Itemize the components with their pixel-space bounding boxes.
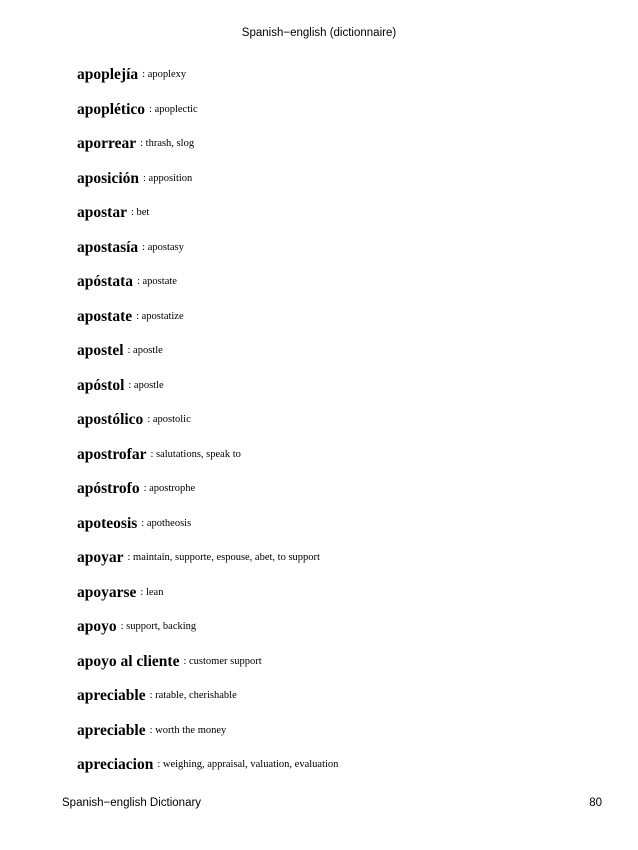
list-item [77,716,617,751]
list-item [77,681,617,716]
entry-definition: : apotheosis [141,517,192,529]
entry-term: apoyo [77,618,117,635]
entry-definition: : apostasy [142,241,184,253]
list-item [77,647,617,682]
page-footer [62,797,602,809]
entry-definition: : apostle [127,345,163,356]
entry-definition: : apostatize [136,310,184,322]
list-item [77,129,617,164]
entry-term: aporrear [77,135,137,152]
entry-list [77,60,617,785]
entry-term: apostel [77,342,124,359]
entry-definition: : maintain, supporte, espouse, abet, to support [127,552,320,563]
entry-term: apreciable [77,687,146,704]
entry-definition: : apostolic [147,414,191,425]
entry-term: apoyarse [77,583,137,601]
entry-term: apoplético [77,100,146,118]
entry-term: apostar [77,204,127,221]
entry-definition: : lean [140,586,164,598]
entry-term: apostasía [77,238,139,256]
entry-definition: : worth the money [149,724,227,736]
entry-term: apostate [77,307,133,325]
entry-term: apostrofar [77,445,147,463]
entry-term: apóstata [77,273,133,290]
entry-definition: : ratable, cherishable [149,690,237,701]
entry-term: apreciacion [77,756,154,773]
list-item [77,371,617,406]
entry-term: apoplejía [77,66,139,83]
entry-definition: : thrash, slog [140,138,195,149]
list-item [77,543,617,578]
page-header: Spanish−english (dictionnaire) [241,27,397,39]
list-item [77,233,617,268]
entry-term: apoyar [77,549,124,566]
list-item [77,750,617,785]
list-item [77,336,617,371]
entry-term: apostólico [77,411,144,428]
entry-term: aposición [77,169,140,187]
entry-definition: : support, backing [120,621,197,632]
list-item [77,405,617,440]
entry-definition: : apostate [136,276,177,287]
list-item [77,95,617,130]
entry-definition: : bet [130,207,150,218]
footer-title: Spanish−english Dictionary [62,797,202,809]
entry-definition: : customer support [183,655,262,667]
entry-definition: : apposition [143,172,193,184]
list-item [77,164,617,199]
entry-term: apóstrofo [77,480,140,497]
entry-definition: : apostle [128,379,164,391]
page-number: 80 [589,797,602,809]
entry-definition: : apoplectic [149,103,198,115]
list-item [77,578,617,613]
entry-term: apoteosis [77,514,138,532]
entry-term: apreciable [77,721,146,739]
list-item [77,440,617,475]
entry-definition: : apostrophe [143,483,196,494]
entry-term: apóstol [77,376,125,394]
entry-term: apoyo al cliente [77,652,180,670]
list-item [77,60,617,95]
list-item [77,302,617,337]
entry-definition: : weighing, appraisal, valuation, evaluation [157,759,339,770]
list-item [77,509,617,544]
list-item [77,267,617,302]
list-item [77,474,617,509]
list-item [77,198,617,233]
list-item [77,612,617,647]
entry-definition: : salutations, speak to [150,448,241,460]
entry-definition: : apoplexy [142,69,187,80]
